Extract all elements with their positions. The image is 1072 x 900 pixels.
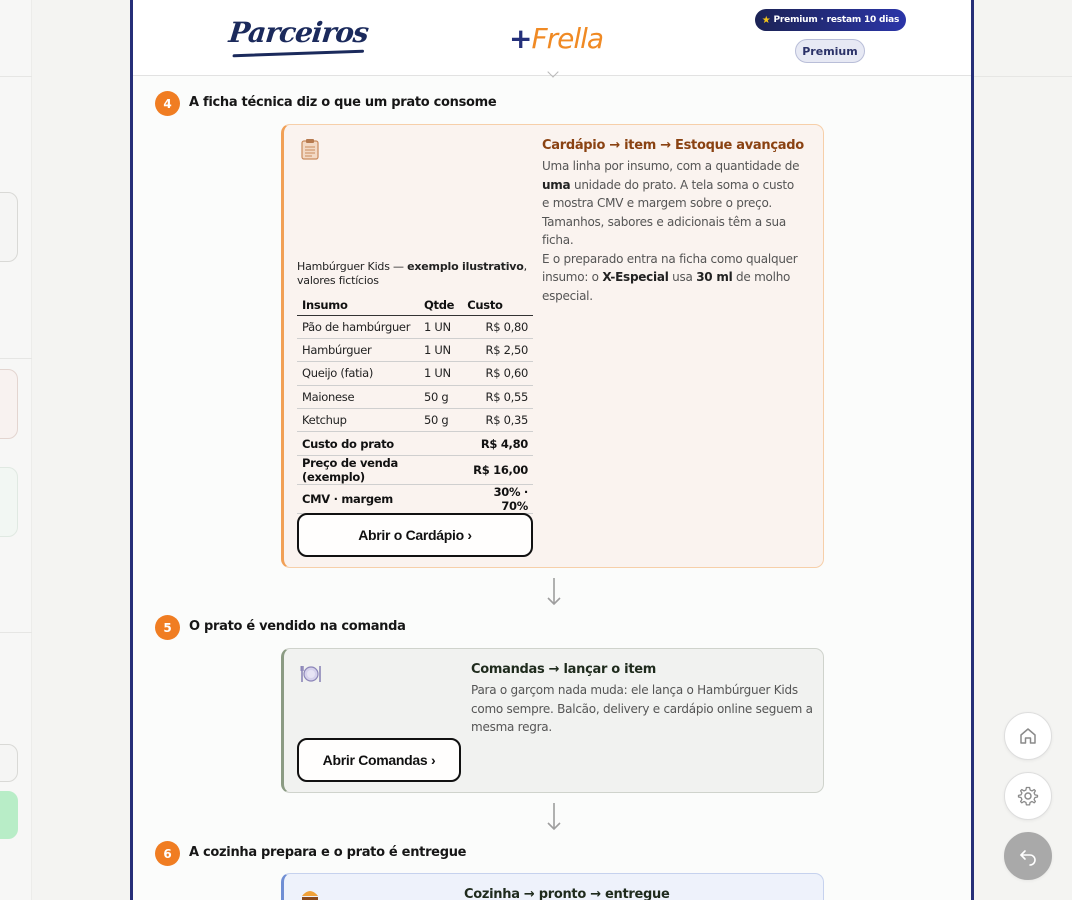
- settings-button[interactable]: [1004, 772, 1052, 820]
- custo-cell: R$ 0,35: [462, 409, 533, 432]
- undo-icon: [1018, 846, 1038, 866]
- total-row: [297, 455, 533, 484]
- total-value: 30% · 70%: [462, 484, 533, 513]
- step-title: A ficha técnica diz o que um prato consome: [189, 95, 497, 110]
- background-card: [0, 791, 18, 839]
- table-row: [297, 409, 533, 432]
- background-right: [974, 0, 1072, 900]
- background-card: [0, 369, 18, 439]
- table-row: [297, 385, 533, 408]
- caption-bold: exemplo ilustrativo: [407, 260, 524, 273]
- desc-text: Uma linha por insumo, com a quantidade de: [542, 159, 800, 173]
- caption-text: Hambúrguer Kids —: [297, 260, 408, 273]
- background-card: [0, 467, 18, 537]
- table-row: [297, 362, 533, 385]
- step-card-cozinha: [281, 873, 824, 900]
- table-header-row: [297, 295, 533, 315]
- plate-cutlery-icon: [300, 664, 322, 684]
- card-description: Para o garçom nada muda: ele lança o Hambúrguer Kids como sempre. Balcão, delivery e cardápio online seguem a mesma regra.: [471, 683, 813, 734]
- desc-text: usa: [668, 270, 697, 284]
- step-number: 6: [155, 841, 180, 866]
- cost-table: [297, 295, 533, 514]
- desc-bold: 30 ml: [696, 270, 733, 284]
- total-label: Preço de venda (exemplo): [297, 455, 462, 484]
- custo-cell: R$ 0,55: [462, 385, 533, 408]
- qtde-cell: 1 UN: [419, 315, 462, 338]
- hamburger-icon: [300, 888, 320, 900]
- step-card-cardapio: [281, 124, 824, 568]
- gear-icon: [1017, 785, 1039, 807]
- background-card: [0, 192, 18, 262]
- desc-text: de molho especial.: [542, 270, 791, 303]
- step-card-comandas: [281, 648, 824, 793]
- qtde-cell: 50 g: [419, 385, 462, 408]
- desc-bold: X-Especial: [602, 270, 669, 284]
- column-header: Qtde: [419, 295, 462, 315]
- qtde-cell: 50 g: [419, 409, 462, 432]
- table-row: [297, 315, 533, 338]
- divider: [0, 76, 32, 77]
- divider: [974, 76, 1072, 77]
- insumo-cell: Maionese: [297, 385, 419, 408]
- divider: [0, 632, 32, 633]
- insumo-cell: Hambúrguer: [297, 338, 419, 361]
- logo-swoosh: [232, 50, 364, 58]
- table-row: [297, 338, 533, 361]
- custo-cell: R$ 2,50: [462, 338, 533, 361]
- background-sidebar: [0, 0, 32, 900]
- total-label: Custo do prato: [297, 432, 462, 455]
- column-header: Insumo: [297, 295, 419, 315]
- step-number: 4: [155, 91, 180, 116]
- open-cardapio-button[interactable]: Abrir o Cardápio ›: [297, 513, 533, 557]
- qtde-cell: 1 UN: [419, 338, 462, 361]
- clipboard-icon: [301, 138, 319, 160]
- card-heading: Comandas → lançar o item: [471, 662, 656, 677]
- total-row: [297, 484, 533, 513]
- open-comandas-button[interactable]: Abrir Comandas ›: [297, 738, 461, 782]
- total-label: CMV · margem: [297, 484, 462, 513]
- arrow-down-icon: [546, 802, 562, 832]
- card-description: [542, 157, 804, 305]
- card-heading: Cardápio → item → Estoque avançado: [542, 138, 804, 153]
- panel-header: [133, 0, 971, 76]
- parceiros-logo-text: Parceiros: [227, 16, 370, 49]
- desc-bold: uma: [542, 177, 571, 192]
- step-number: 5: [155, 615, 180, 640]
- caption-text: , valores fictícios: [297, 260, 527, 287]
- insumo-cell: Ketchup: [297, 409, 419, 432]
- card-heading: Cozinha → pronto → entregue: [464, 887, 670, 900]
- step-title: A cozinha prepara e o prato é entregue: [189, 845, 467, 860]
- frella-logo-plus: +: [509, 22, 532, 55]
- star-icon: ★: [761, 14, 771, 26]
- back-button[interactable]: [1004, 832, 1052, 880]
- step-title: O prato é vendido na comanda: [189, 619, 406, 634]
- total-value: R$ 4,80: [462, 432, 533, 455]
- parceiros-logo: [227, 16, 369, 49]
- table-caption: [297, 260, 537, 288]
- custo-cell: R$ 0,60: [462, 362, 533, 385]
- frella-logo: [509, 22, 603, 55]
- desc-text: unidade do prato. A tela soma o custo e mostra CMV e margem sobre o preço. Tamanhos, sabores e adicionais têm a sua ficha.: [542, 177, 794, 247]
- home-icon: [1018, 726, 1038, 746]
- premium-days-text: Premium · restam 10 dias: [773, 15, 900, 25]
- background-card: [0, 744, 18, 782]
- insumo-cell: Pão de hambúrguer: [297, 315, 419, 338]
- qtde-cell: 1 UN: [419, 362, 462, 385]
- insumo-cell: Queijo (fatia): [297, 362, 419, 385]
- total-value: R$ 16,00: [462, 455, 533, 484]
- premium-days-badge[interactable]: [755, 9, 906, 31]
- custo-cell: R$ 0,80: [462, 315, 533, 338]
- divider: [0, 358, 32, 359]
- home-button[interactable]: [1004, 712, 1052, 760]
- column-header: Custo: [462, 295, 533, 315]
- onboarding-panel: [130, 0, 974, 900]
- desc-text: E o preparado entra na ficha como qualquer insumo: o: [542, 251, 798, 284]
- arrow-down-icon: [546, 577, 562, 607]
- frella-logo-text: Frella: [531, 22, 604, 55]
- total-row: [297, 432, 533, 455]
- premium-badge[interactable]: Premium: [795, 39, 865, 63]
